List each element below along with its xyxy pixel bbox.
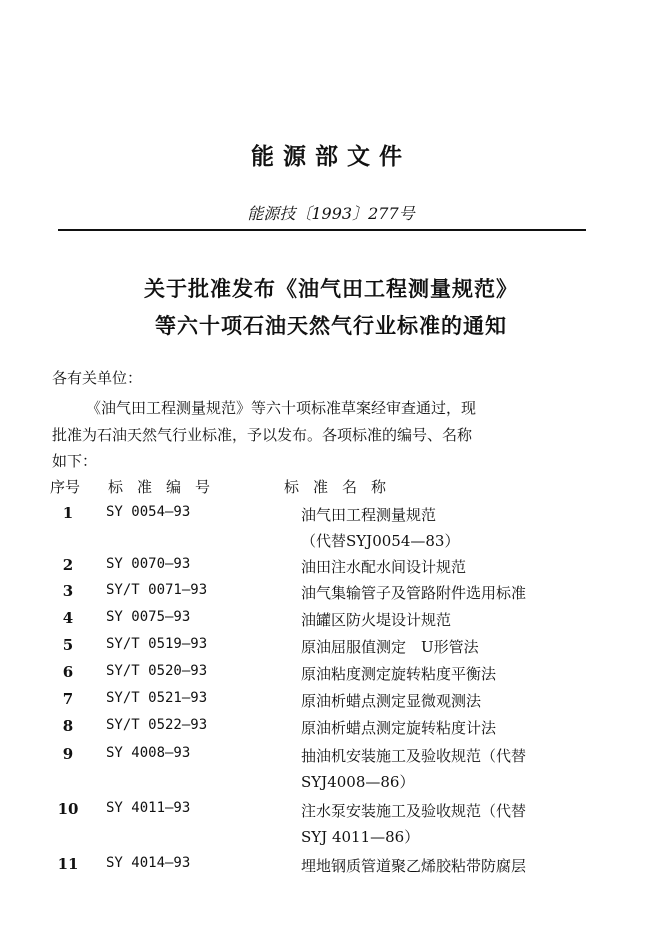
standard-code: SY/T 0521—93 (106, 690, 208, 706)
salutation: 各有关单位： (52, 369, 143, 387)
row-number: 9 (62, 745, 74, 763)
document-header: 能源部文件 (251, 144, 411, 170)
standard-code: SY/T 0522—93 (106, 717, 208, 733)
row-number: 5 (62, 636, 74, 654)
row-number: 3 (62, 582, 74, 600)
column-header-code: 标准编号 (108, 478, 225, 496)
standard-code: SY 0070—93 (106, 556, 191, 572)
standard-name-continuation: SYJ 4011—86） (301, 828, 420, 846)
body-line-2: 批准为石油天然气行业标准，予以发布。各项标准的编号、名称 (52, 426, 473, 444)
row-number: 4 (62, 609, 74, 627)
standard-code: SY/T 0519—93 (106, 636, 208, 652)
title-line-1: 关于批准发布《油气田工程测量规范》 (144, 276, 518, 301)
standard-name: 油气集输管子及管路附件选用标准 (301, 584, 527, 602)
row-number: 10 (57, 800, 79, 818)
standard-code: SY 4008—93 (106, 745, 191, 761)
row-number: 8 (62, 717, 74, 735)
body-line-1: 《油气田工程测量规范》等六十项标准草案经审查通过，现 (86, 399, 477, 417)
row-number: 6 (62, 663, 74, 681)
row-number: 1 (62, 504, 74, 522)
standard-code: SY 0075—93 (106, 609, 191, 625)
column-header-name: 标准名称 (284, 478, 401, 496)
standard-name: 原油粘度测定旋转粘度平衡法 (301, 665, 497, 683)
standard-code: SY 0054—93 (106, 504, 191, 520)
standard-name: 抽油机安装施工及验收规范（代替 (301, 747, 527, 765)
row-number: 7 (62, 690, 74, 708)
standard-name: 油田注水配水间设计规范 (301, 558, 467, 576)
standard-code: SY/T 0071—93 (106, 582, 208, 598)
row-number: 2 (62, 556, 74, 574)
standard-code: SY/T 0520—93 (106, 663, 208, 679)
standard-name: 原油析蜡点测定显微观测法 (301, 692, 482, 710)
standard-name: 油罐区防火堤设计规范 (301, 611, 452, 629)
standard-code: SY 4014—93 (106, 855, 191, 871)
header-divider (58, 229, 586, 231)
standard-name: 油气田工程测量规范 (301, 506, 437, 524)
document-number: 能源技〔1993〕277号 (247, 204, 415, 223)
standard-name-continuation: SYJ4008—86） (301, 773, 415, 791)
standard-name: 原油屈服值测定 U形管法 (301, 638, 479, 656)
column-header-no: 序号 (50, 478, 81, 496)
standard-name: 注水泵安装施工及验收规范（代替 (301, 802, 527, 820)
row-number: 11 (57, 855, 79, 873)
title-line-2: 等六十项石油天然气行业标准的通知 (155, 313, 507, 338)
standard-code: SY 4011—93 (106, 800, 191, 816)
standard-name-continuation: （代替SYJ0054—83） (301, 532, 460, 550)
body-line-3: 如下： (52, 452, 98, 470)
standard-name: 原油析蜡点测定旋转粘度计法 (301, 719, 497, 737)
standard-name: 埋地钢质管道聚乙烯胶粘带防腐层 (301, 857, 527, 875)
